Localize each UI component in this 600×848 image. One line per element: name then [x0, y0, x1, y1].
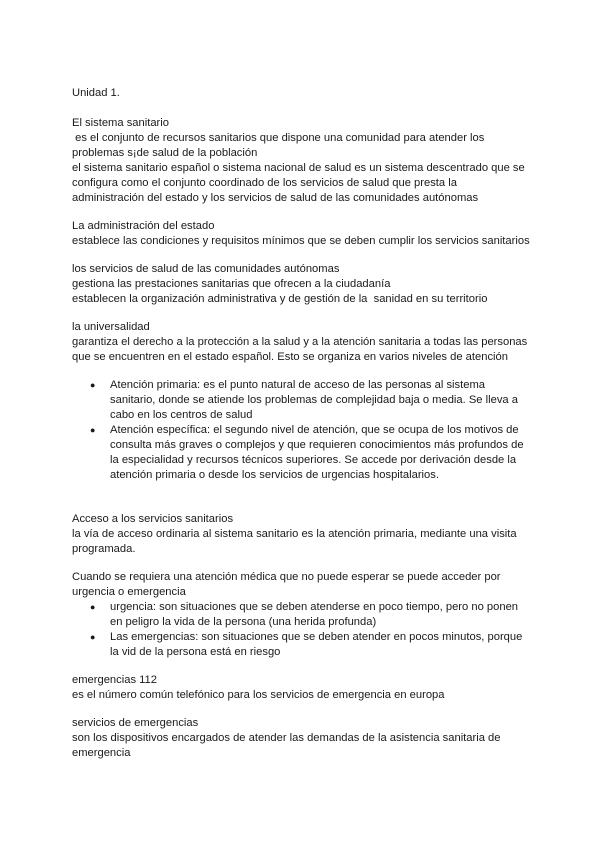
- section-title-universalidad: la universalidad: [72, 321, 150, 333]
- section-title-servicios-emergencias: servicios de emergencias: [72, 717, 199, 729]
- bullet-icon: ●: [90, 425, 96, 435]
- section-title-emergencias-112: emergencias 112: [72, 674, 157, 686]
- paragraph-line: es el número común telefónico para los servicios de emergencia en europa: [72, 689, 445, 701]
- bullet-text-line: cabo en los centros de salud: [110, 409, 253, 421]
- section-title-sistema: El sistema sanitario: [72, 117, 169, 129]
- paragraph-line: el sistema sanitario español o sistema nacional de salud es un sistema descentrado que se: [72, 162, 525, 174]
- paragraph-line: es el conjunto de recursos sanitarios que dispone una comunidad para atender los: [72, 132, 485, 144]
- bullet-icon: ●: [90, 602, 96, 612]
- paragraph-line: que se encuentren en el estado español. Esto se organiza en varios niveles de atención: [72, 351, 508, 363]
- bullet-icon: ●: [90, 632, 96, 642]
- bullet-text-line: la vid de la persona está en riesgo: [110, 646, 281, 658]
- paragraph-line: emergencia: [72, 747, 131, 759]
- document-heading: Unidad 1.: [72, 87, 120, 99]
- paragraph-line: establecen la organización administrativa y de gestión de la sanidad en su territorio: [72, 293, 488, 305]
- bullet-icon: ●: [90, 380, 96, 390]
- paragraph-line: establece las condiciones y requisitos mínimos que se deben cumplir los servicios sanitarios: [72, 235, 530, 247]
- bullet-text-line: Las emergencias: son situaciones que se deben atender en pocos minutos, porque: [110, 631, 523, 643]
- paragraph-line: son los dispositivos encargados de atender las demandas de la asistencia sanitaria de: [72, 732, 501, 744]
- bullet-text-line: urgencia: son situaciones que se deben atenderse en poco tiempo, pero no ponen: [110, 601, 519, 613]
- bullet-text-line: Atención primaria: es el punto natural de acceso de las personas al sistema: [110, 379, 485, 391]
- paragraph-line: programada.: [72, 543, 136, 555]
- paragraph-line: garantiza el derecho a la protección a la salud y a la atención sanitaria a todas las personas: [72, 336, 528, 348]
- bullet-text-line: atención primaria o desde los servicios de urgencias hospitalarios.: [110, 469, 439, 481]
- bullet-text-line: la especialidad y recursos técnicos superiores. Se accede por derivación desde la: [110, 454, 517, 466]
- bullet-text-line: sanitario, donde se atiende los problemas de complejidad baja o media. Se lleva a: [110, 394, 518, 406]
- bullet-text-line: Atención específica: el segundo nivel de atención, que se ocupa de los motivos de: [110, 424, 519, 436]
- section-title-administracion: La administración del estado: [72, 220, 215, 232]
- paragraph-line: problemas s¡de salud de la población: [72, 147, 258, 159]
- paragraph-line: gestiona las prestaciones sanitarias que ofrecen a la ciudadanía: [72, 278, 391, 290]
- paragraph-line: la vía de acceso ordinaria al sistema sanitario es la atención primaria, mediante una visita: [72, 528, 517, 540]
- paragraph-line: configura como el conjunto coordinado de los servicios de salud que presta la: [72, 177, 457, 189]
- bullet-text-line: consulta más graves o complejos y que requieren conocimientos más profundos de: [110, 439, 524, 451]
- section-title-comunidades: los servicios de salud de las comunidades autónomas: [72, 263, 340, 275]
- section-title-acceso: Acceso a los servicios sanitarios: [72, 513, 234, 525]
- paragraph-line: administración del estado y los servicios de salud de las comunidades autónomas: [72, 192, 479, 204]
- bullet-text-line: en peligro la vida de la persona (una herida profunda): [110, 616, 377, 628]
- paragraph-line: Cuando se requiera una atención médica que no puede esperar se puede acceder por: [72, 571, 501, 583]
- paragraph-line: urgencia o emergencia: [72, 586, 186, 598]
